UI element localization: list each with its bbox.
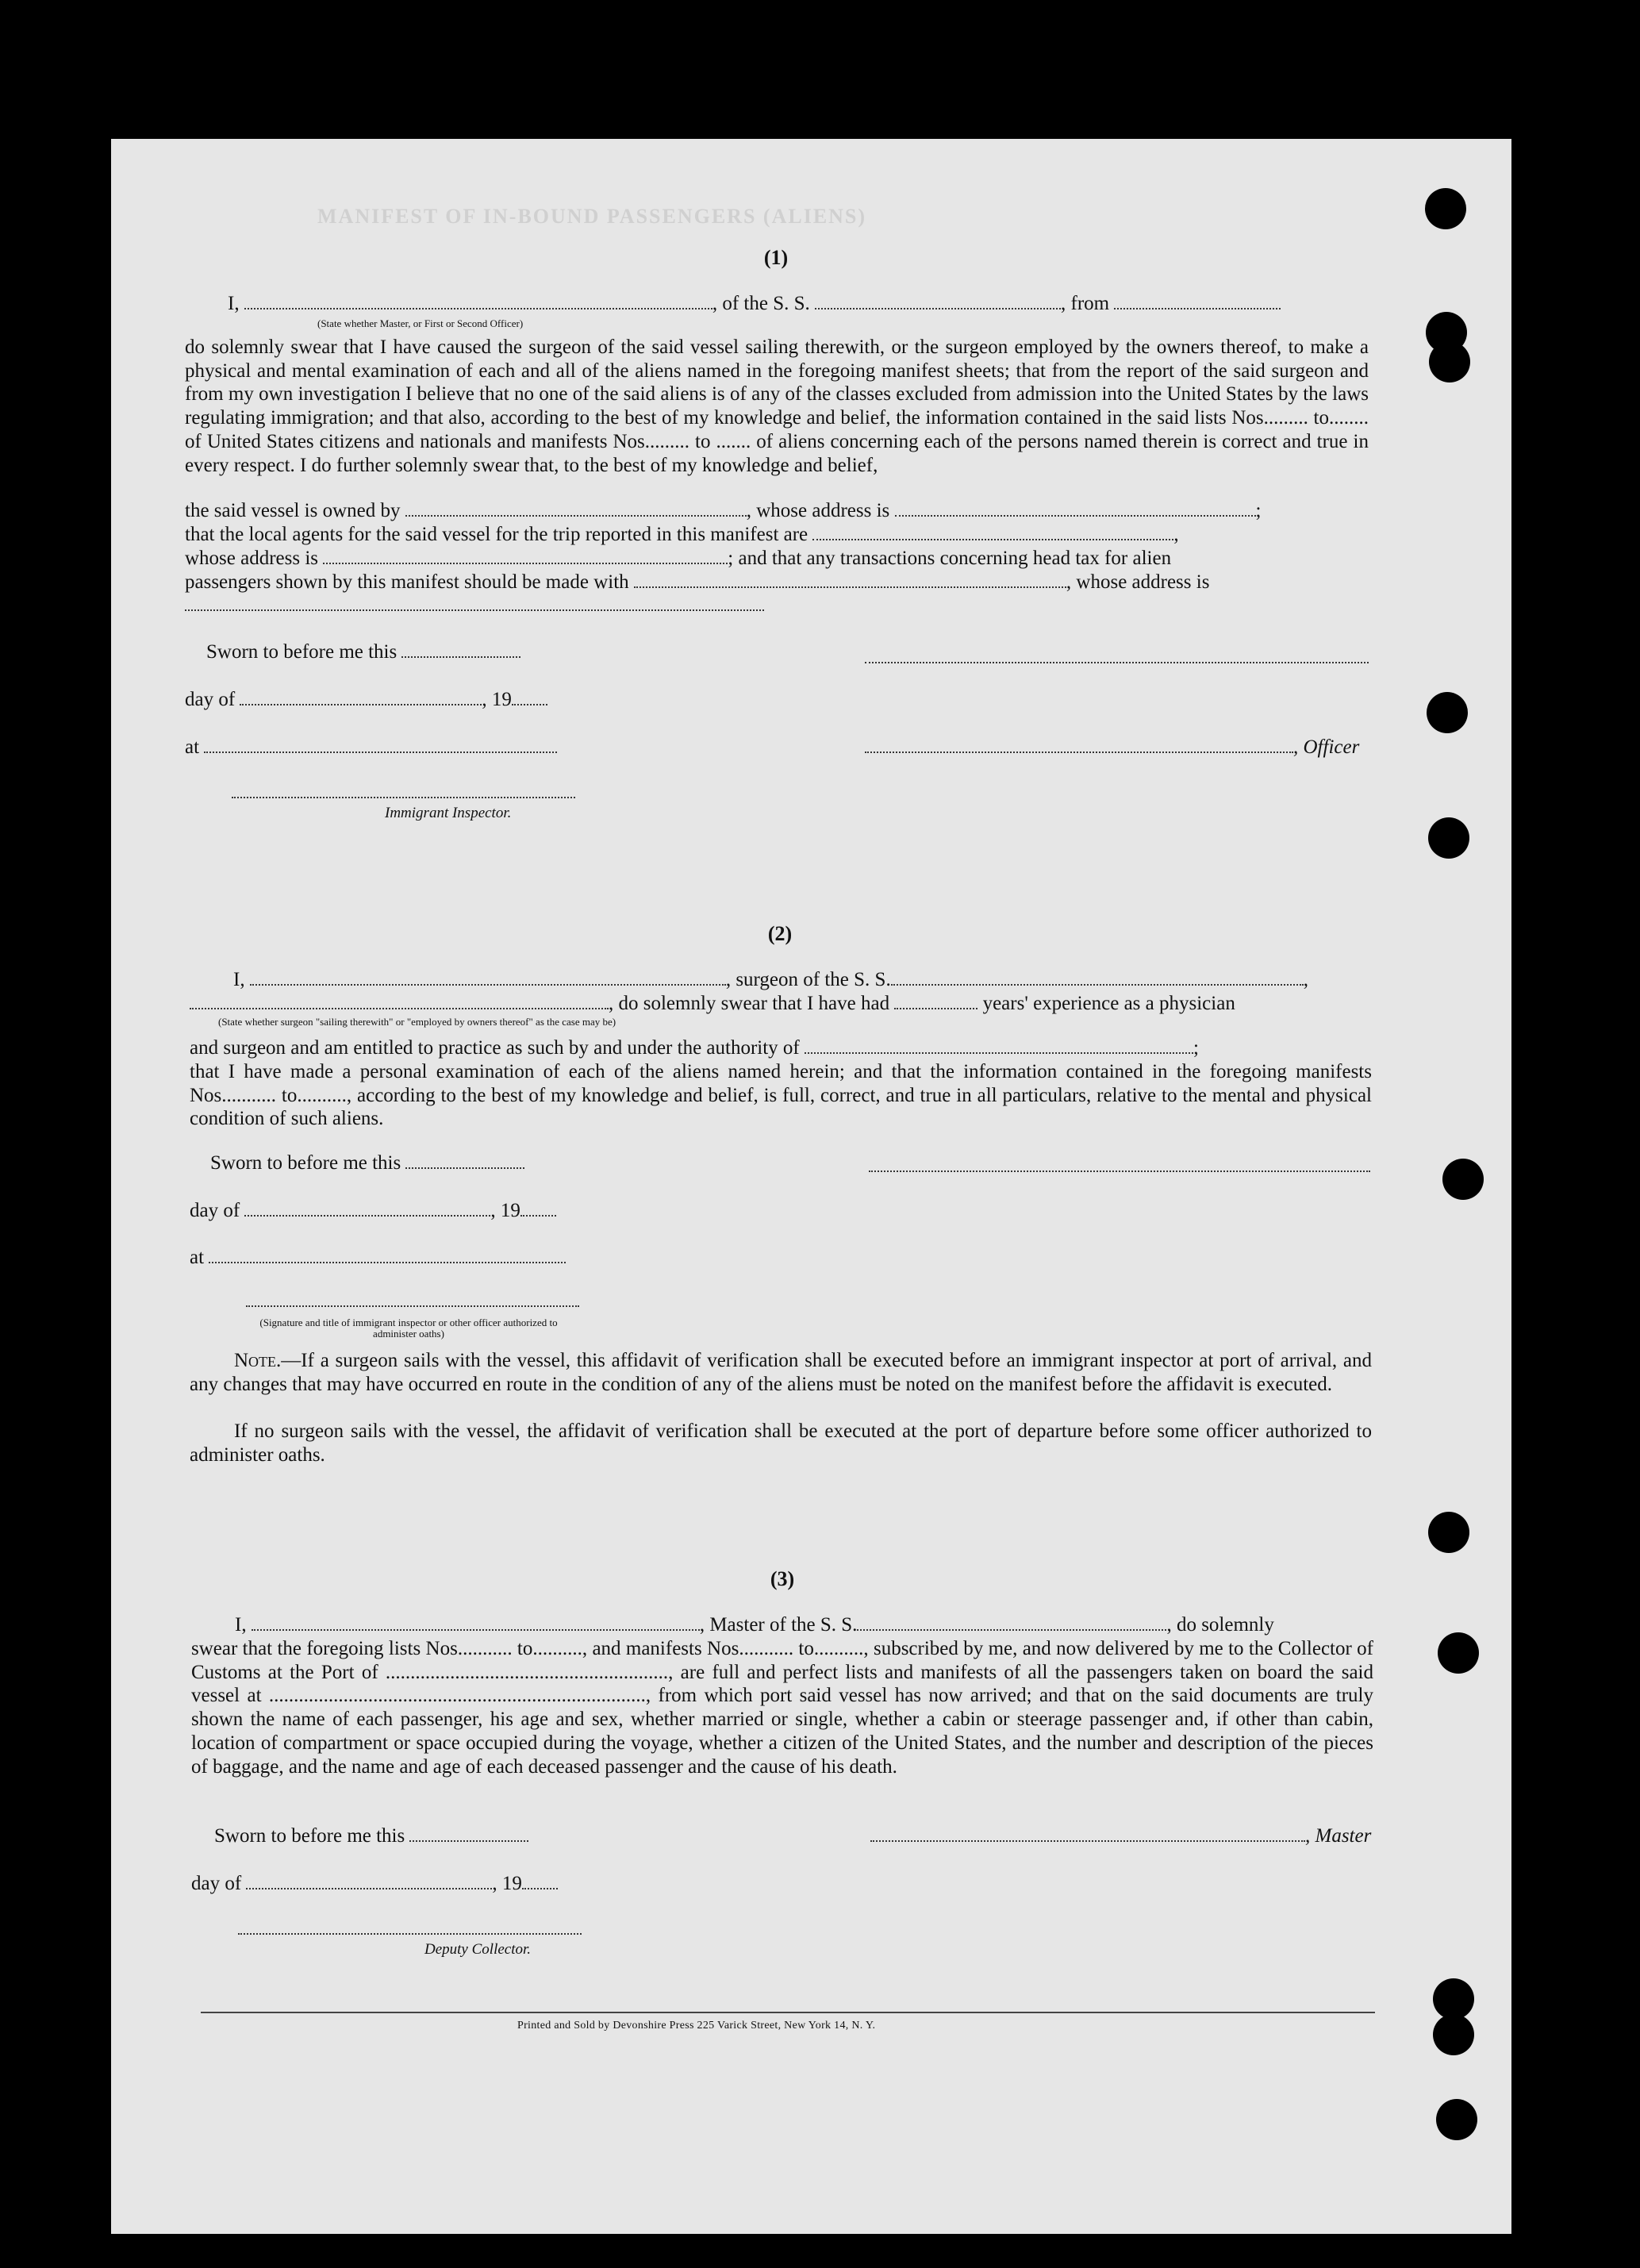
note2-paragraph: If no surgeon sails with the vessel, the affidavit of verification shall be executed at the port of departure before some officer authorized to administer oaths. <box>190 1420 1372 1466</box>
surgeon-signature-line[interactable] <box>869 1171 1370 1172</box>
month-field[interactable] <box>240 699 482 705</box>
label-master-of: , Master of the S. S. <box>699 1614 858 1636</box>
deputy-caption: Deputy Collector. <box>424 1941 532 1958</box>
label-from: , from <box>1061 293 1110 314</box>
section1-day-of <box>185 689 547 711</box>
place-field[interactable] <box>209 1257 566 1263</box>
note-label: Note. <box>234 1350 282 1371</box>
surgeon-status-field[interactable] <box>190 1003 609 1009</box>
master-signature-line <box>870 1825 1371 1847</box>
section1-officer-line <box>228 293 1366 315</box>
port-from-field[interactable] <box>1114 303 1281 309</box>
head-tax-line <box>185 548 1171 570</box>
owned-by-line: the said vessel is owned by , whose address is ; <box>185 500 1262 521</box>
inspector-caption: Immigrant Inspector. <box>385 805 512 821</box>
punch-hole <box>1442 1159 1484 1200</box>
label-day-of: day of <box>185 689 236 710</box>
section2-experience-line <box>190 993 1235 1015</box>
vessel3-field[interactable] <box>857 1624 1166 1631</box>
footer-rule <box>201 2012 1375 2013</box>
label-i: I, <box>228 293 240 314</box>
label-master: , Master <box>1305 1825 1372 1847</box>
label-sworn: Sworn to before me this <box>214 1825 405 1847</box>
label-at: at <box>190 1247 205 1268</box>
vessel-name-field[interactable] <box>815 303 1061 309</box>
inspector-signature-line[interactable] <box>232 797 575 798</box>
label-owned-by: the said vessel is owned by <box>185 500 401 521</box>
year-field[interactable] <box>512 699 547 705</box>
section3-heading: (3) <box>770 1567 795 1590</box>
label-year: , 19 <box>492 1873 522 1894</box>
head-tax-party-field[interactable] <box>634 582 1066 588</box>
punch-hole <box>1429 341 1470 382</box>
label-local-agents: that the local agents for the said vessel for the trip reported in this manifest are <box>185 524 808 545</box>
authority-field[interactable] <box>805 1048 1193 1054</box>
label-whose-address-2: whose address is <box>185 548 319 569</box>
surgeon-caption: (State whether surgeon "sailing therewith" or "employed by owners thereof" as the case may be) <box>218 1016 616 1028</box>
label-officer: , Officer <box>1293 736 1360 758</box>
label-day-of: day of <box>191 1873 242 1894</box>
month-field[interactable] <box>244 1210 490 1217</box>
agents-address-field[interactable] <box>323 558 728 564</box>
passengers-line <box>185 571 1209 594</box>
punch-hole <box>1425 188 1466 229</box>
section2-heading: (2) <box>767 922 793 945</box>
faint-header: MANIFEST OF IN-BOUND PASSENGERS (ALIENS) <box>317 205 867 228</box>
punch-hole <box>1428 1512 1469 1553</box>
punch-hole <box>1427 692 1468 733</box>
sworn-day-field[interactable] <box>409 1836 528 1842</box>
year-field[interactable] <box>520 1210 556 1217</box>
section2-day-of <box>190 1200 556 1222</box>
section2-body: that I have made a personal examination of each of the aliens named herein; and that the information contained in the foregoing manifests Nos........... to.........., according to the best of my knowledge and belief, is full, correct, and true in all particulars, relative to the mental and physical condition of such aliens. <box>190 1061 1372 1130</box>
surgeon-name-field[interactable] <box>250 979 726 986</box>
place-field[interactable] <box>204 747 557 753</box>
section3-master-line <box>235 1614 1274 1636</box>
owner-field[interactable] <box>405 510 747 517</box>
label-year: , 19 <box>490 1200 520 1221</box>
section2-sworn <box>210 1152 524 1174</box>
officer-signature-line[interactable] <box>865 662 1369 663</box>
label-years: years' experience as a physician <box>982 993 1235 1014</box>
authority-line: and surgeon and am entitled to practice as such by and under the authority of ; <box>190 1037 1199 1059</box>
punch-hole <box>1428 817 1469 859</box>
section3-body: swear that the foregoing lists Nos........... to.........., and manifests Nos........... to.........., subscribed by me, and now delivered by me to the Collector of Customs at the Port of ........................................................., are full and perfect lists and manifests of all the passengers taken on board the said vessel at ............................................................................, from which port said vessel has now arrived; and that on the said documents are truly shown the name of each passenger, his age and sex, whether married or single, whether a cabin or steerage passenger and, if other than cabin, location of compartment or space occupied during the voyage, whether a citizen of the United States, and the number and description of the pieces of baggage, and the name and age of each deceased passenger and the cause of his death. <box>191 1638 1373 1778</box>
section2-at <box>190 1247 566 1269</box>
sworn-day-field[interactable] <box>405 1163 524 1169</box>
label-i: I, <box>235 1614 247 1636</box>
label-do-solemnly: , do solemnly <box>1166 1614 1274 1636</box>
label-day-of: day of <box>190 1200 240 1221</box>
owner-address-field[interactable] <box>895 510 1256 517</box>
label-authority: and surgeon and am entitled to practice as such by and under the authority of <box>190 1037 800 1059</box>
signature-caption: (Signature and title of immigrant inspector or other officer authorized to administer oaths) <box>259 1317 558 1340</box>
label-whose-address-3: , whose address is <box>1066 571 1210 593</box>
punch-hole <box>1438 1632 1479 1674</box>
printer-footer: Printed and Sold by Devonshire Press 225 Varick Street, New York 14, N. Y. <box>517 2020 876 2032</box>
officer-title-line <box>865 736 1359 759</box>
section1-body: do solemnly swear that I have caused the surgeon of the said vessel sailing therewith, or the surgeon employed by the owners thereof, to make a physical and mental examination of each and all of the aliens named in the foregoing manifest sheets; that from the report of the said surgeon and from my own investigation I believe that no one of the said aliens is of any of the classes excluded from admission into the United States by the laws regulating immigration; and that also, according to the best of my knowledge and belief, the information contained in the said lists Nos......... to........ of United States citizens and nationals and manifests Nos......... to ....... of aliens concerning each of the persons named therein is correct and true in every respect. I do further solemnly swear that, to the best of my knowledge and belief, <box>185 336 1369 476</box>
local-agents-field[interactable] <box>812 534 1173 540</box>
label-passengers: passengers shown by this manifest should be made with <box>185 571 629 593</box>
punch-hole <box>1436 2099 1477 2140</box>
master-name-field[interactable] <box>252 1624 700 1631</box>
officer-caption: (State whether Master, or First or Second Officer) <box>317 317 524 329</box>
label-i: I, <box>233 969 245 990</box>
vessel2-field[interactable] <box>891 979 1304 986</box>
section1-heading: (1) <box>763 246 789 269</box>
officer-title-field[interactable] <box>865 747 1293 753</box>
section1-sworn <box>206 641 520 663</box>
section3-day-of <box>191 1873 558 1895</box>
label-sworn: Sworn to before me this <box>206 641 398 663</box>
local-agents-line: that the local agents for the said vessel for the trip reported in this manifest are , <box>185 524 1179 545</box>
label-sworn: Sworn to before me this <box>210 1152 401 1174</box>
head-tax-address-field[interactable] <box>185 609 764 611</box>
section2-surgeon-line: I, , surgeon of the S. S. , <box>233 969 1308 990</box>
label-head-tax: ; and that any transactions concerning head tax for alien <box>728 548 1172 569</box>
officer-name-field[interactable] <box>244 303 712 309</box>
label-swear: , do solemnly swear that I have had <box>609 993 890 1014</box>
years-field[interactable] <box>894 1003 977 1009</box>
inspector2-signature-line[interactable] <box>246 1305 579 1307</box>
section3-sworn <box>214 1825 528 1847</box>
label-whose-address: , whose address is <box>746 500 890 521</box>
master-signature-field[interactable] <box>870 1836 1305 1842</box>
deputy-signature-line[interactable] <box>238 1933 582 1935</box>
label-surgeon-of: , surgeon of the S. S. <box>725 969 891 990</box>
section1-at <box>185 736 557 759</box>
note-paragraph <box>190 1349 1372 1396</box>
note-text: —If a surgeon sails with the vessel, this affidavit of verification shall be executed before an immigrant inspector at port of arrival, and any changes that may have occurred en route in the condition of any of the aliens must be noted on the manifest before the affidavit is executed. <box>190 1350 1372 1395</box>
punch-hole <box>1433 2014 1474 2055</box>
label-of-ss: , of the S. S. <box>712 293 810 314</box>
label-at: at <box>185 736 200 758</box>
sworn-day-field[interactable] <box>401 652 520 658</box>
label-year: , 19 <box>482 689 512 710</box>
month-field[interactable] <box>246 1883 492 1889</box>
year-field[interactable] <box>522 1883 558 1889</box>
